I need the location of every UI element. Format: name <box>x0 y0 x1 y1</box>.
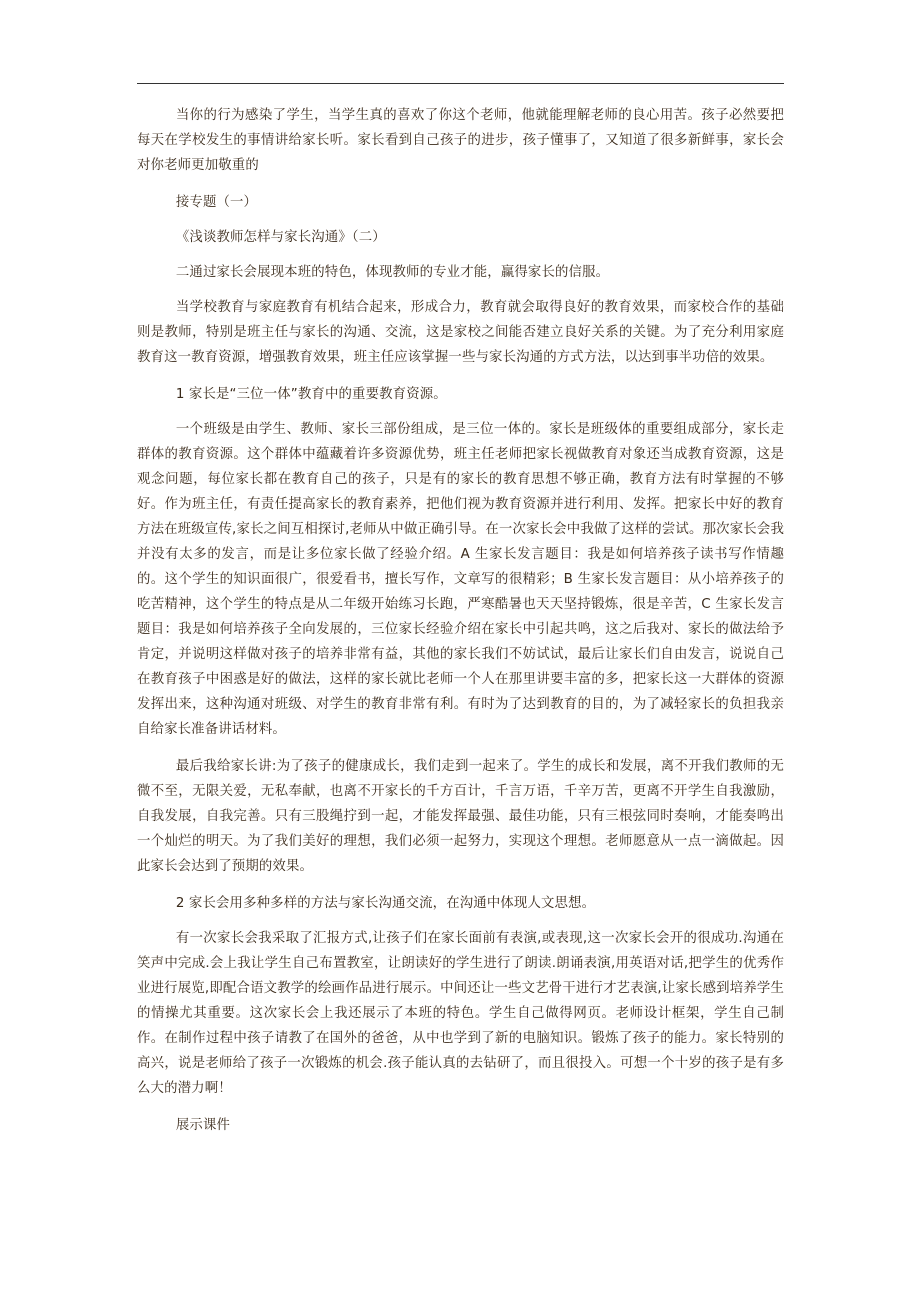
subsection-heading-1: 1 家长是“三位一体”教育中的重要教育资源。 <box>175 387 447 402</box>
section-heading-2: 二通过家长会展现本班的特色，体现教师的专业才能，赢得家长的信服。 <box>175 265 610 280</box>
paragraph-report-meeting: 有一次家长会我采取了汇报方式,让孩子们在家长面前有表演,或表现,这一次家长会开的很成功.沟通在笑声中完成.会上我让学生自己布置教室，让朗读好的学生进行了朗读.朗诵表演,用英语对话,把学生的优秀作业进行展览,即配合语文教学的绘画作品进行展示。中间还让一些文艺骨干进行才艺表演,让家长感到培养学生的情操尤其重要。这次家长会上我还展示了本班的特色。学生自己做得网页。老师设计框架，学生自己制作。在制作过程中孩子请教了在国外的爸爸，从中也学到了新的电脑知识。锻炼了孩子的能力。家长特别的高兴，说是老师给了孩子一次锻炼的机会.孩子能认真的去钻研了，而且很投入。可想一个十岁的孩子是有多么大的潜力啊！ <box>137 931 784 1096</box>
topic-continuation-label: 接专题（一） <box>175 195 258 210</box>
paragraph-parent-resources: 一个班级是由学生、教师、家长三部份组成，是三位一体的。家长是班级体的重要组成部分，家长走群体的教育资源。这个群体中蕴藏着许多资源优势，班主任老师把家长视做教育对象还当成教育资源，这是观念问题，每位家长都在教育自己的孩子，只是有的家长的教育思想不够正确，教育方法有时掌握的不够好。作为班主任，有责任提高家长的教育素养，把他们视为教育资源并进行利用、发挥。把家长中好的教育方法在班级宣传,家长之间互相探讨,老师从中做正确引导。在一次家长会中我做了这样的尝试。那次家长会我并没有太多的发言，而是让多位家长做了经验介绍。A 生家长发言题目：我是如何培养孩子读书写作情趣的。这个学生的知识面很广，很爱看书，擅长写作，文章写的很精彩；B 生家长发言题目：从小培养孩子的吃苦精神，这个学生的特点是从二年级开始练习长跑，严寒酷暑也天天坚持锻炼，很是辛苦，C 生家长发言题目：我是如何培养孩子全向发展的，三位家长经验介绍在家长中引起共鸣，这之后我对、家长的做法给予肯定，并说明这样做对孩子的培养非常有益，其他的家长我们不妨试试，最后让家长们自由发言，说说自己在教育孩子中困惑是好的做法，这样的家长就比老师一个人在那里讲要丰富的多，把家长这一大群体的资源发挥出来，这种沟通对班级、对学生的教育非常有利。有时为了达到教育的目的，为了减轻家长的负担我亲自给家长准备讲话材料。 <box>137 422 784 737</box>
paragraph-intro: 当你的行为感染了学生，当学生真的喜欢了你这个老师，他就能理解老师的良心用苦。孩子必然要把每天在学校发生的事情讲给家长听。家长看到自己孩子的进步，孩子懂事了，又知道了很多新鲜事，家长会对你老师更加敬重的 <box>137 108 784 173</box>
subsection-heading-2: 2 家长会用多种多样的方法与家长沟通交流，在沟通中体现人文思想。 <box>175 896 596 911</box>
header-rule <box>137 83 784 84</box>
document-body <box>137 103 784 1150</box>
paragraph-show-courseware: 展示课件 <box>175 1118 231 1133</box>
paragraph-closing-speech: 最后我给家长讲:为了孩子的健康成长，我们走到一起来了。学生的成长和发展，离不开我们教师的无微不至，无限关爱，无私奉献，也离不开家长的千方百计，千言万语，千辛万苦，更离不开学生自我激励，自我发展，自我完善。只有三股绳拧到一起，才能发挥最强、最佳功能，只有三根弦同时奏响，才能奏鸣出一个灿烂的明天。为了我们美好的理想，我们必须一起努力，实现这个理想。老师愿意从一点一滴做起。因此家长会达到了预期的效果。 <box>137 759 784 874</box>
article-title: 《浅谈教师怎样与家长沟通》（二） <box>175 230 386 245</box>
paragraph-home-school: 当学校教育与家庭教育有机结合起来，形成合力，教育就会取得良好的教育效果，而家校合作的基础则是教师，特别是班主任与家长的沟通、交流，这是家校之间能否建立良好关系的关键。为了充分利用家庭教育这一教育资源，增强教育效果，班主任应该掌握一些与家长沟通的方式方法，以达到事半功倍的效果。 <box>137 300 784 365</box>
